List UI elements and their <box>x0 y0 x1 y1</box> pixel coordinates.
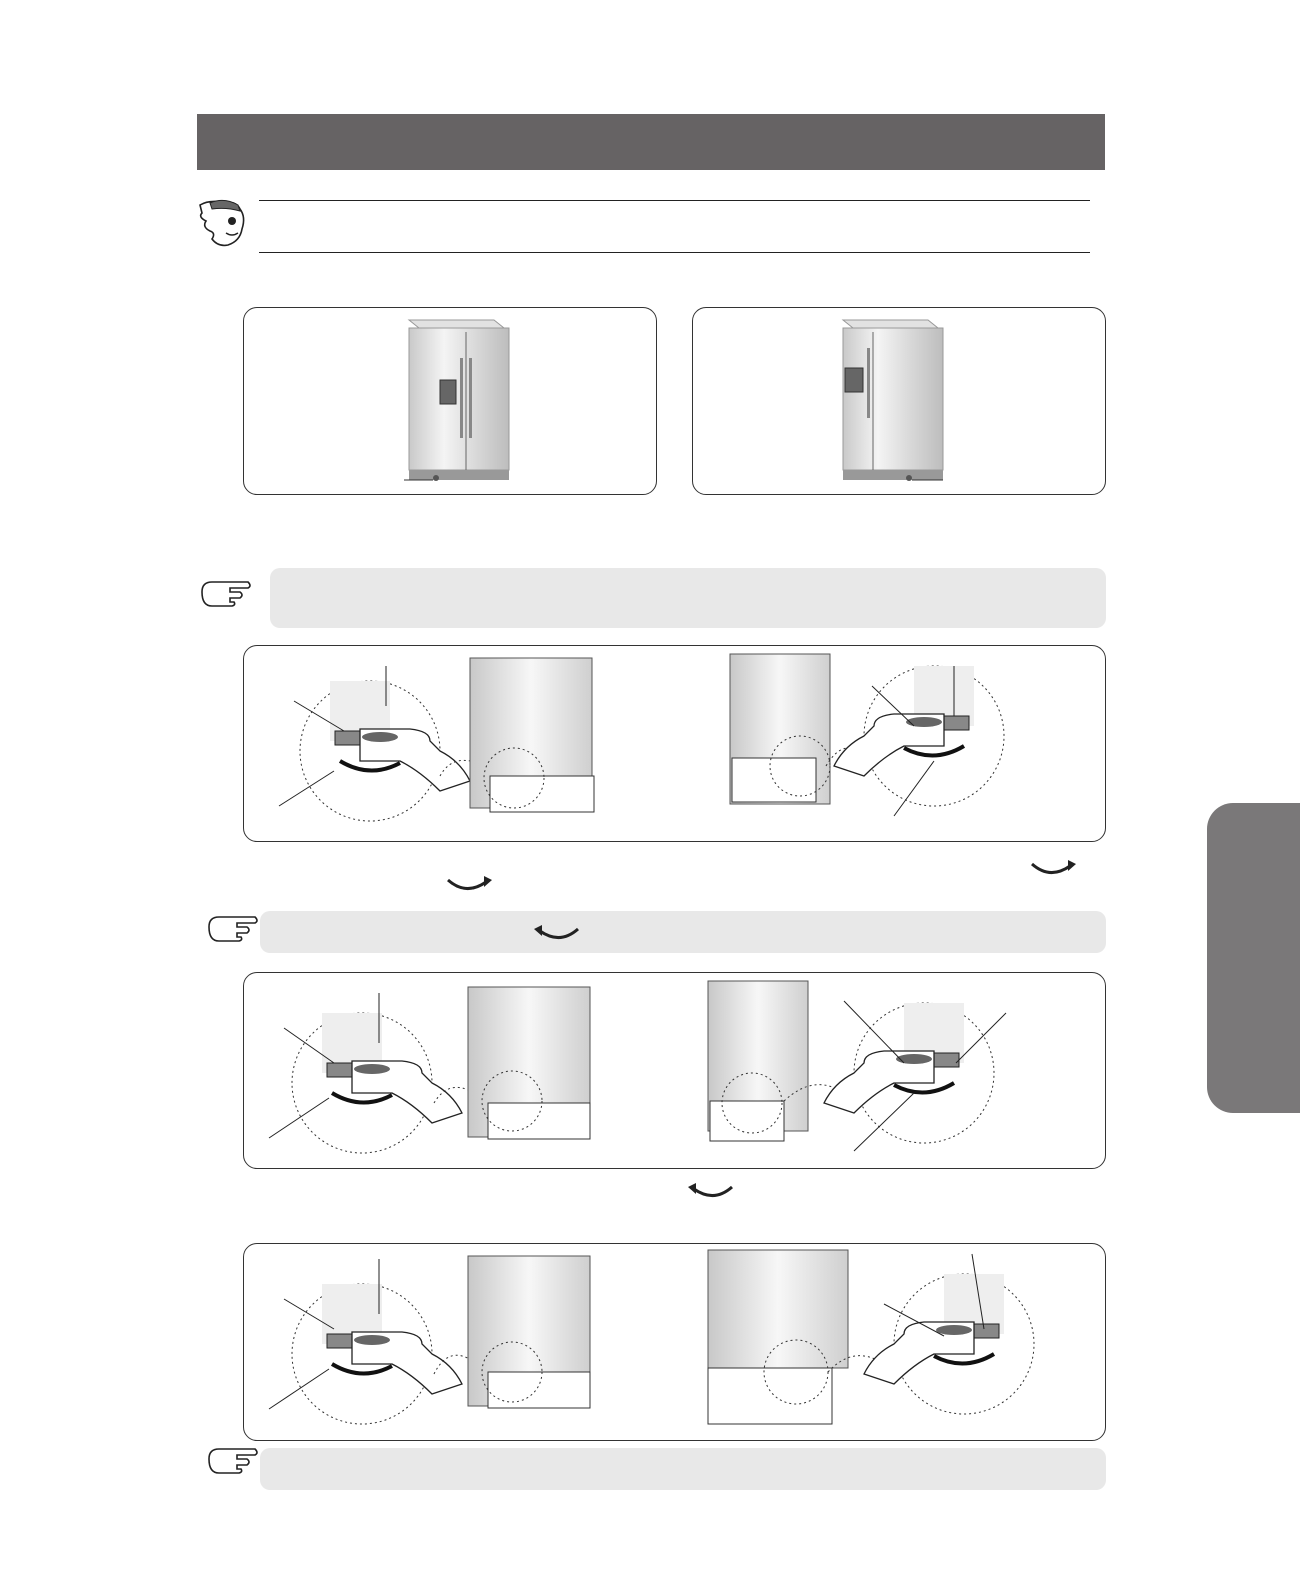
note-box-3 <box>260 1448 1106 1490</box>
adjust-panel-1 <box>243 645 1106 842</box>
adjust-panel-2 <box>243 972 1106 1169</box>
pointing-hand-icon <box>200 578 252 608</box>
top-rule <box>259 200 1090 201</box>
adjust-panel-3 <box>243 1243 1106 1441</box>
note-box-2 <box>260 911 1106 953</box>
zoom-detail-right <box>864 1274 1034 1414</box>
pointing-hand-icon <box>207 913 259 943</box>
zoom-detail-right <box>824 1003 994 1143</box>
door-illustration <box>708 1250 848 1368</box>
curved-arrow-counterclockwise-icon <box>532 923 580 945</box>
curved-arrow-clockwise-icon <box>1030 858 1078 880</box>
fridge-panel-right <box>692 307 1106 495</box>
fridge-panel-left <box>243 307 657 495</box>
curved-arrow-counterclockwise-icon <box>686 1181 734 1203</box>
pointing-hand-icon <box>207 1445 259 1475</box>
note-box-1 <box>270 568 1106 628</box>
bottom-rule <box>259 252 1090 253</box>
refrigerator-illustration <box>404 320 509 481</box>
mascot-face-icon <box>196 197 252 249</box>
zoom-detail-left <box>300 681 470 821</box>
chapter-side-tab <box>1207 803 1300 1113</box>
refrigerator-illustration <box>843 320 943 481</box>
section-header-bar <box>197 114 1105 170</box>
zoom-detail-left <box>292 1284 462 1424</box>
zoom-detail-right <box>834 666 1004 806</box>
curved-arrow-clockwise-icon <box>446 874 494 896</box>
zoom-detail-left <box>292 1013 462 1153</box>
